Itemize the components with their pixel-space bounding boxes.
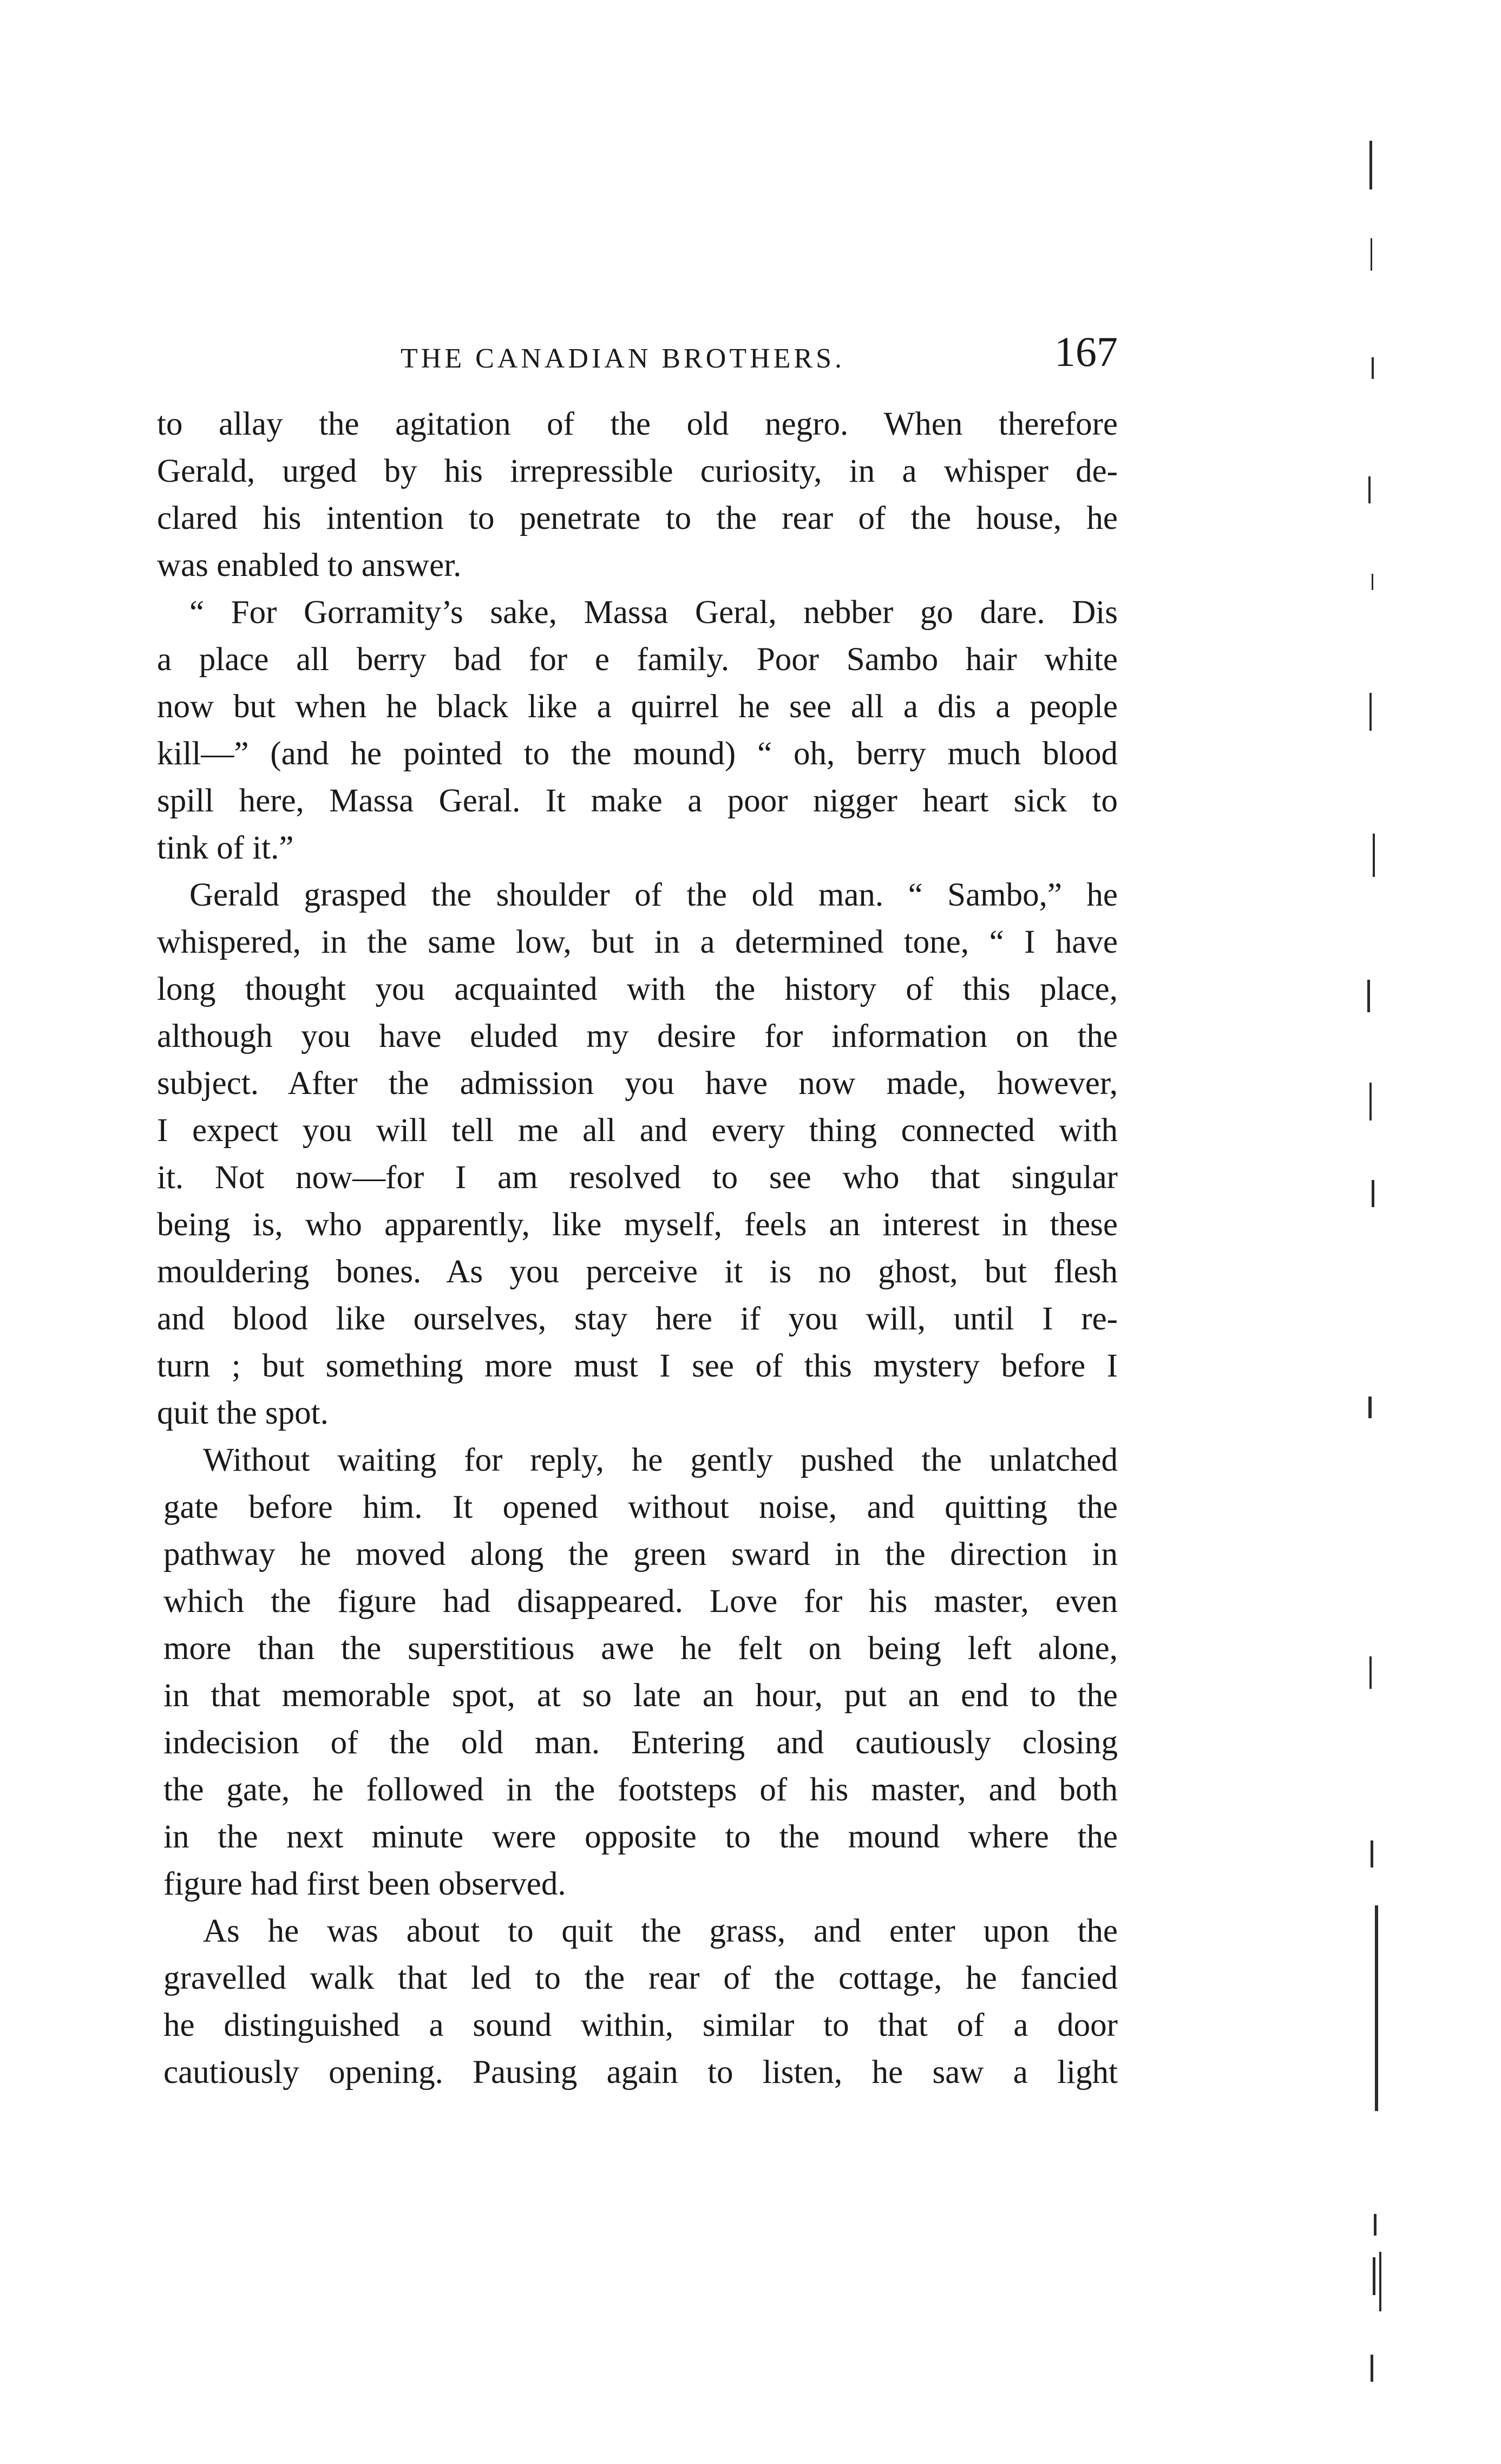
text-line: Without waiting for reply, he gently pushed the unlatched [203,1442,1118,1478]
gutter-scan-marks [1348,87,1456,2414]
text-line: he distinguished a sound within, similar to that of a door [163,2007,1118,2043]
text-line: As he was about to quit the grass, and enter upon the [203,1913,1118,1949]
text-line: more than the superstitious awe he felt on being left alone, [163,1630,1118,1667]
body-text [157,401,1118,2096]
text-line: and blood like ourselves, stay here if you will, until I re- [157,1301,1118,1337]
text-line: whispered, in the same low, but in a determined tone, “ I have [157,924,1118,960]
text-line: Gerald grasped the shoulder of the old man. “ Sambo,” he [189,877,1118,913]
scan-mark [1371,238,1372,271]
text-line: gate before him. It opened without noise, and quitting the [163,1489,1118,1525]
text-line: long thought you acquainted with the history of this place, [157,971,1118,1007]
text-line: Gerald, urged by his irrepressible curiosity, in a whisper de- [157,453,1118,489]
scan-mark [1368,1397,1372,1418]
text-line: I expect you will tell me all and every thing connected with [157,1112,1118,1149]
scan-mark [1367,980,1370,1012]
text-line: gravelled walk that led to the rear of the cottage, he fancied [163,1960,1118,1996]
text-line: indecision of the old man. Entering and cautiously closing [163,1725,1118,1761]
text-line: tink of it.” [157,830,294,866]
text-line: the gate, he followed in the footsteps of his master, and both [163,1772,1118,1808]
text-line: now but when he black like a quirrel he see all a dis a people [157,689,1118,725]
text-line: was enabled to answer. [157,547,462,584]
scan-mark [1371,1840,1373,1867]
text-line: which the figure had disappeared. Love for his master, even [163,1583,1118,1620]
text-line: it. Not now—for I am resolved to see who that singular [157,1159,1118,1196]
text-line: turn ; but something more must I see of this mystery before I [157,1348,1118,1384]
scan-mark [1369,141,1372,189]
page-header [157,327,1118,387]
text-line: clared his intention to penetrate to the rear of the house, he [157,500,1118,536]
text-line: although you have eluded my desire for information on the [157,1018,1118,1054]
text-line: cautiously opening. Pausing again to listen, he saw a light [163,2054,1118,2091]
text-line: pathway he moved along the green sward in the direction in [163,1536,1118,1572]
text-line: “ For Gorramity’s sake, Massa Geral, nebber go dare. Dis [189,594,1118,631]
scan-mark [1369,693,1372,731]
scan-mark [1371,2355,1373,2382]
text-line: being is, who apparently, like myself, feels an interest in these [157,1207,1118,1243]
page-number: 167 [1054,328,1118,375]
text-line: quit the spot. [157,1395,329,1431]
scan-mark [1372,357,1374,379]
text-line: in the next minute were opposite to the mound where the [163,1819,1118,1855]
text-line: mouldering bones. As you perceive it is no ghost, but flesh [157,1254,1118,1290]
text-line: kill—” (and he pointed to the mound) “ oh, berry much blood [157,736,1118,772]
scan-mark [1374,2214,1377,2236]
running-title: THE CANADIAN BROTHERS. [401,343,845,374]
text-line: subject. After the admission you have now made, however, [157,1065,1118,1102]
scan-mark [1379,2252,1381,2311]
scan-mark [1372,1180,1374,1207]
scan-mark [1375,1905,1378,2111]
scan-mark [1369,1656,1372,1689]
text-line: figure had first been observed. [163,1866,566,1902]
text-line: a place all berry bad for e family. Poor Sambo hair white [157,641,1118,678]
scan-mark [1368,476,1371,503]
text-line: to allay the agitation of the old negro. When therefore [157,406,1118,442]
text-line: spill here, Massa Geral. It make a poor nigger heart sick to [157,783,1118,819]
text-line: in that memorable spot, at so late an hour, put an end to the [163,1677,1118,1714]
scan-mark [1369,1083,1372,1120]
scan-mark [1373,834,1375,877]
scan-mark [1373,2257,1375,2295]
scan-mark [1372,574,1373,590]
